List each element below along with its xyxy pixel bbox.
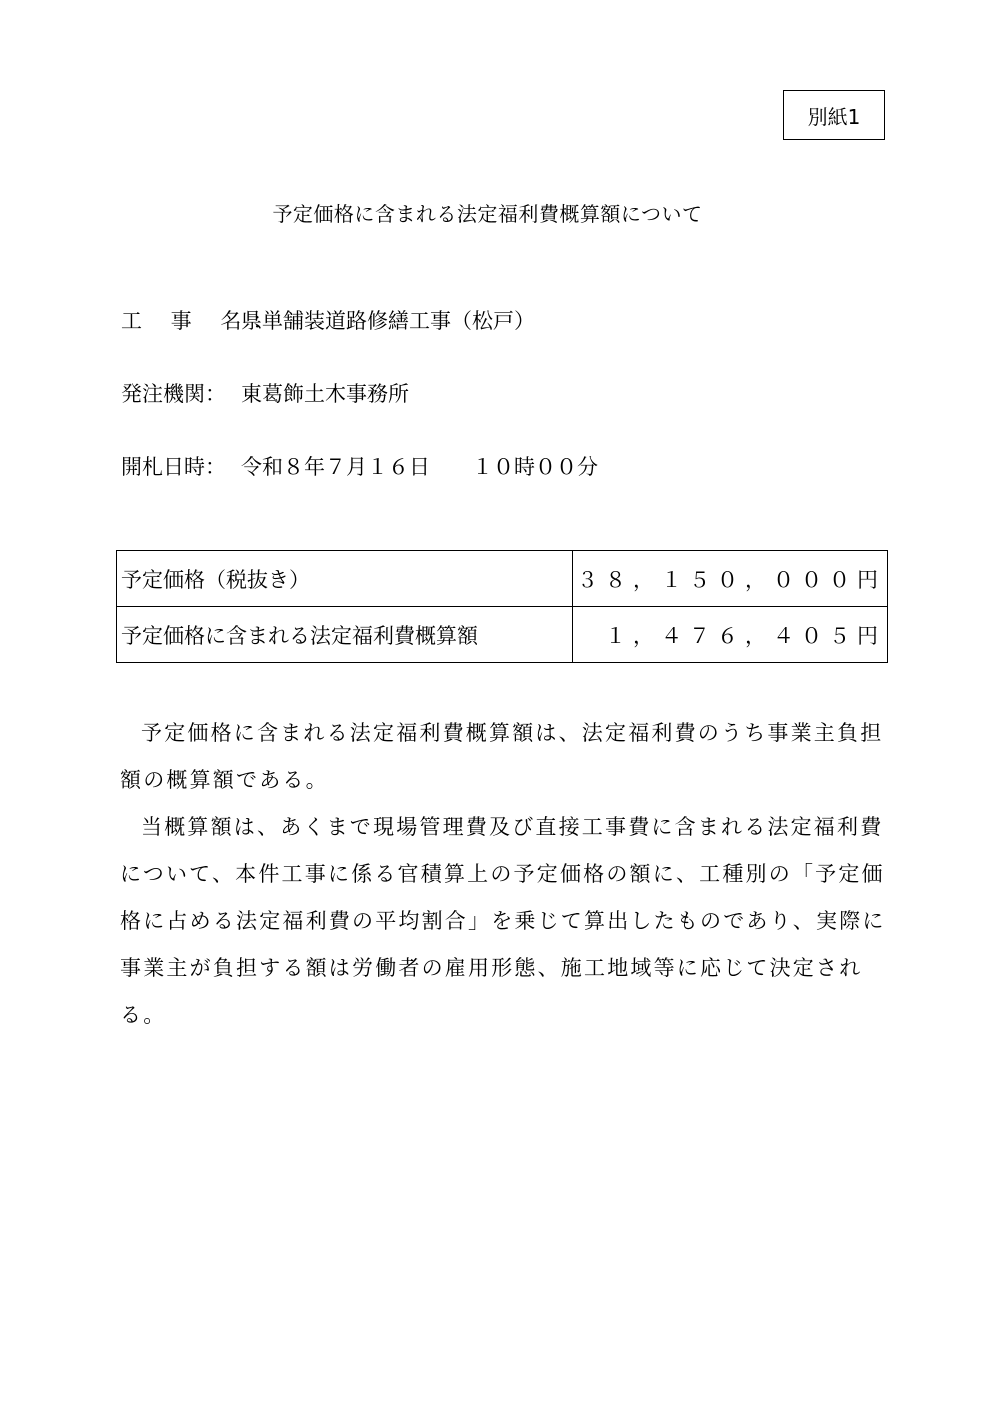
opening-datetime-row — [121, 451, 598, 481]
project-name-row — [121, 305, 535, 335]
explanation-text — [120, 710, 890, 1039]
ordering-agency-row — [121, 378, 409, 408]
attachment-label-box — [783, 90, 885, 140]
price-table — [116, 550, 888, 663]
project-name-value: 県単舗装道路修繕工事（松戸） — [241, 309, 535, 333]
opening-datetime-label: 開札日時： — [121, 455, 226, 479]
project-name-label: 工 事 名： — [121, 309, 285, 333]
ordering-agency-value: 東葛飾土木事務所 — [241, 382, 409, 406]
welfare-cost-value: １，４７６，４０５円 — [573, 607, 888, 663]
table-row — [117, 551, 888, 607]
document-title: 予定価格に含まれる法定福利費概算額について — [272, 202, 703, 226]
table-row — [117, 607, 888, 663]
paragraph: 予定価格に含まれる法定福利費概算額は、法定福利費のうち事業主負担額の概算額である。 — [120, 721, 884, 792]
planned-price-value: ３８，１５０，０００円 — [573, 551, 888, 607]
attachment-label: 別紙1 — [807, 104, 861, 129]
planned-price-label: 予定価格（税抜き） — [117, 551, 573, 607]
paragraph: 当概算額は、あくまで現場管理費及び直接工事費に含まれる法定福利費について、本件工事に係る官積算上の予定価格の額に、工種別の「予定価格に占める法定福利費の平均割合」を乗じて算出したものであり、実際に事業主が負担する額は労働者の雇用形態、施工地域等に応じて決定される。 — [120, 815, 886, 1027]
welfare-cost-label: 予定価格に含まれる法定福利費概算額 — [117, 607, 573, 663]
ordering-agency-label: 発注機関： — [121, 382, 226, 406]
opening-datetime-value: 令和８年７月１６日 １０時００分 — [241, 455, 598, 479]
